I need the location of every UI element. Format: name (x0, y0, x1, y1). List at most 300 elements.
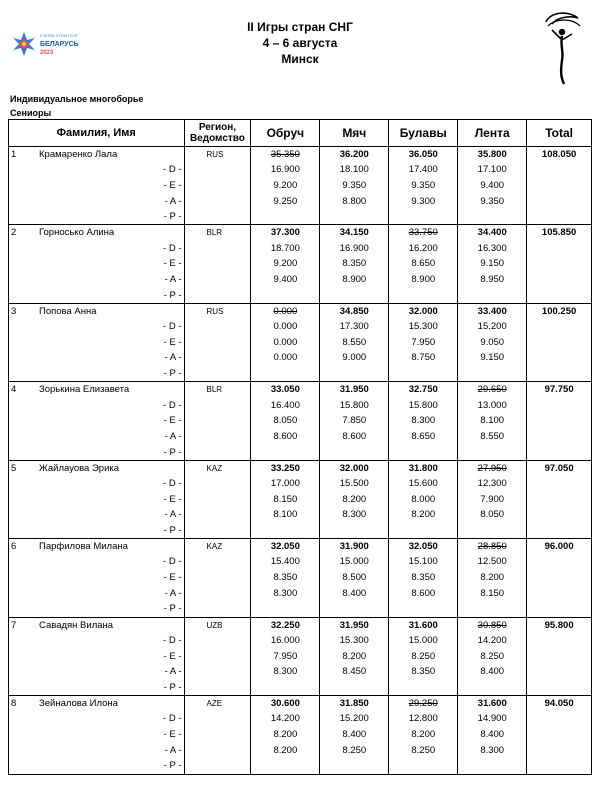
component-score: 8.450 (320, 664, 389, 680)
total-blank (527, 366, 592, 382)
component-label: - E - (9, 335, 185, 351)
component-label: - D - (9, 711, 185, 727)
component-score (389, 445, 458, 461)
total-blank (527, 398, 592, 414)
header-clubs: Булавы (389, 120, 458, 147)
category-label: Индивидуальное многоборье (10, 94, 144, 104)
athlete-name-cell (9, 147, 185, 163)
score-component-row (9, 664, 592, 680)
apparatus-score: 28.850 (458, 539, 527, 555)
apparatus-score: 31.950 (320, 382, 389, 398)
component-score: 7.900 (458, 492, 527, 508)
athlete-region: RUS (184, 303, 251, 319)
region-blank (184, 649, 251, 665)
component-score: 8.200 (320, 649, 389, 665)
total-blank (527, 445, 592, 461)
component-score: 16.400 (251, 398, 320, 414)
component-score: 8.250 (389, 649, 458, 665)
region-blank (184, 586, 251, 602)
region-blank (184, 272, 251, 288)
total-blank (527, 178, 592, 194)
score-component-row (9, 445, 592, 461)
component-score: 8.800 (320, 194, 389, 210)
component-score (389, 209, 458, 225)
component-score (320, 601, 389, 617)
subcategory-label: Сениоры (10, 108, 52, 118)
component-score: 18.700 (251, 241, 320, 257)
score-component-row (9, 633, 592, 649)
table-header-row (9, 120, 592, 147)
score-component-row (9, 209, 592, 225)
component-score (320, 758, 389, 774)
component-score: 8.100 (251, 507, 320, 523)
component-score: 15.000 (320, 554, 389, 570)
athlete-region: BLR (184, 382, 251, 398)
component-score: 15.200 (320, 711, 389, 727)
component-label: - E - (9, 256, 185, 272)
component-score: 15.600 (389, 476, 458, 492)
component-score: 8.000 (389, 492, 458, 508)
apparatus-score: 32.750 (389, 382, 458, 398)
score-component-row (9, 476, 592, 492)
apparatus-score: 34.400 (458, 225, 527, 241)
total-blank (527, 601, 592, 617)
component-score: 8.900 (389, 272, 458, 288)
component-score: 8.650 (389, 429, 458, 445)
score-component-row (9, 272, 592, 288)
region-blank (184, 664, 251, 680)
component-score (389, 758, 458, 774)
component-score: 17.300 (320, 319, 389, 335)
component-score: 17.000 (251, 476, 320, 492)
component-score (458, 680, 527, 696)
athlete-name-cell (9, 303, 185, 319)
component-score: 7.850 (320, 413, 389, 429)
component-score: 9.000 (320, 350, 389, 366)
athlete-name: Горносько Алина (39, 227, 115, 239)
header-ribbon: Лента (458, 120, 527, 147)
apparatus-score: 36.050 (389, 147, 458, 163)
component-score: 9.050 (458, 335, 527, 351)
component-score: 7.950 (251, 649, 320, 665)
component-score (389, 601, 458, 617)
athlete-name-cell (9, 539, 185, 555)
apparatus-score: 32.050 (389, 539, 458, 555)
apparatus-score: 32.050 (251, 539, 320, 555)
total-blank (527, 664, 592, 680)
athlete-name: Попова Анна (39, 305, 97, 317)
event-dates: 4 – 6 августа (262, 36, 338, 50)
header-hoop: Обруч (251, 120, 320, 147)
component-score: 9.200 (251, 256, 320, 272)
athlete-name: Зорькина Елизавета (39, 384, 130, 396)
total-blank (527, 413, 592, 429)
total-score: 108.050 (527, 147, 592, 163)
athlete-name: Крамаренко Лала (39, 149, 118, 160)
athlete-name-cell (9, 382, 185, 398)
component-score: 8.350 (389, 570, 458, 586)
score-component-row (9, 680, 592, 696)
region-blank (184, 398, 251, 414)
component-score: 8.950 (458, 272, 527, 288)
score-component-row (9, 711, 592, 727)
athlete-row (9, 382, 592, 398)
component-score (320, 445, 389, 461)
component-label: - E - (9, 570, 185, 586)
component-score: 9.150 (458, 256, 527, 272)
total-blank (527, 711, 592, 727)
total-blank (527, 758, 592, 774)
logo-line2: БЕЛАРУСЬ (40, 41, 79, 48)
total-score: 97.750 (527, 382, 592, 398)
total-blank (527, 335, 592, 351)
component-score (251, 209, 320, 225)
component-score: 15.800 (320, 398, 389, 414)
component-score: 8.050 (458, 507, 527, 523)
component-score (458, 445, 527, 461)
component-score: 15.400 (251, 554, 320, 570)
region-blank (184, 162, 251, 178)
component-label: - E - (9, 727, 185, 743)
region-blank (184, 445, 251, 461)
score-component-row (9, 366, 592, 382)
component-score: 8.200 (251, 727, 320, 743)
score-component-row (9, 194, 592, 210)
total-blank (527, 492, 592, 508)
score-component-row (9, 288, 592, 304)
component-score: 0.000 (251, 350, 320, 366)
athlete-region: RUS (184, 147, 251, 163)
component-score: 9.350 (389, 178, 458, 194)
athlete-rank: 6 (11, 541, 17, 553)
apparatus-score: 33.750 (389, 225, 458, 241)
component-score: 15.200 (458, 319, 527, 335)
component-score: 8.250 (458, 649, 527, 665)
page-header (0, 0, 600, 90)
component-label: - A - (9, 743, 185, 759)
component-label: - D - (9, 633, 185, 649)
athlete-name: Савадян Вилана (39, 619, 114, 631)
total-blank (527, 476, 592, 492)
component-score: 9.300 (389, 194, 458, 210)
athlete-region: KAZ (184, 539, 251, 555)
component-score: 12.500 (458, 554, 527, 570)
score-component-row (9, 570, 592, 586)
apparatus-score: 36.200 (320, 147, 389, 163)
total-blank (527, 633, 592, 649)
component-score (389, 366, 458, 382)
component-score: 16.200 (389, 241, 458, 257)
component-label: - P - (9, 758, 185, 774)
component-score: 8.300 (458, 743, 527, 759)
total-blank (527, 586, 592, 602)
score-component-row (9, 398, 592, 414)
score-component-row (9, 743, 592, 759)
event-city: Минск (281, 52, 319, 66)
component-score: 8.200 (389, 507, 458, 523)
athlete-region: UZB (184, 617, 251, 633)
component-score: 14.200 (251, 711, 320, 727)
apparatus-score: 33.400 (458, 303, 527, 319)
component-score (458, 523, 527, 539)
score-component-row (9, 554, 592, 570)
component-score (251, 523, 320, 539)
score-component-row (9, 241, 592, 257)
region-blank (184, 288, 251, 304)
component-label: - A - (9, 507, 185, 523)
score-component-row (9, 601, 592, 617)
gymnast-icon (538, 8, 584, 86)
region-blank (184, 178, 251, 194)
component-score (251, 601, 320, 617)
athlete-rank: 8 (11, 698, 17, 710)
total-score: 97.050 (527, 460, 592, 476)
score-component-row (9, 492, 592, 508)
component-score: 7.950 (389, 335, 458, 351)
component-score: 8.200 (458, 570, 527, 586)
header-total: Total (527, 120, 592, 147)
total-blank (527, 570, 592, 586)
total-score: 95.800 (527, 617, 592, 633)
component-score: 15.000 (389, 633, 458, 649)
athlete-row (9, 303, 592, 319)
component-score: 8.300 (251, 586, 320, 602)
athlete-rank: 1 (11, 149, 17, 160)
component-score: 8.050 (251, 413, 320, 429)
athlete-region: BLR (184, 225, 251, 241)
component-score: 9.350 (458, 194, 527, 210)
score-component-row (9, 429, 592, 445)
score-component-row (9, 727, 592, 743)
total-blank (527, 209, 592, 225)
region-blank (184, 350, 251, 366)
header-ball: Мяч (320, 120, 389, 147)
score-component-row (9, 350, 592, 366)
score-component-row (9, 256, 592, 272)
component-score: 14.200 (458, 633, 527, 649)
score-component-row (9, 586, 592, 602)
component-score: 8.500 (320, 570, 389, 586)
athlete-rank: 3 (11, 305, 17, 317)
component-label: - D - (9, 476, 185, 492)
component-label: - A - (9, 429, 185, 445)
component-score (458, 209, 527, 225)
component-score (389, 523, 458, 539)
component-score: 8.600 (320, 429, 389, 445)
component-score: 0.000 (251, 319, 320, 335)
athlete-region: KAZ (184, 460, 251, 476)
component-score: 9.250 (251, 194, 320, 210)
region-blank (184, 335, 251, 351)
component-label: - A - (9, 586, 185, 602)
component-score: 9.150 (458, 350, 527, 366)
athlete-name-cell (9, 225, 185, 241)
total-blank (527, 727, 592, 743)
component-score: 15.300 (320, 633, 389, 649)
total-blank (527, 194, 592, 210)
component-score: 8.350 (389, 664, 458, 680)
component-label: - A - (9, 664, 185, 680)
total-blank (527, 288, 592, 304)
component-score: 8.400 (320, 586, 389, 602)
total-blank (527, 350, 592, 366)
score-component-row (9, 507, 592, 523)
athlete-name: Зейналова Илона (39, 698, 118, 710)
component-score: 15.100 (389, 554, 458, 570)
component-score: 8.150 (251, 492, 320, 508)
region-blank (184, 523, 251, 539)
apparatus-score: 32.000 (320, 460, 389, 476)
apparatus-score: 33.050 (251, 382, 320, 398)
component-score: 8.400 (320, 727, 389, 743)
apparatus-score: 29.250 (389, 696, 458, 712)
component-score: 15.500 (320, 476, 389, 492)
region-blank (184, 601, 251, 617)
apparatus-score: 30.850 (458, 617, 527, 633)
athlete-row (9, 460, 592, 476)
apparatus-score: 34.850 (320, 303, 389, 319)
region-blank (184, 476, 251, 492)
component-score (251, 680, 320, 696)
component-score: 16.000 (251, 633, 320, 649)
component-score (320, 680, 389, 696)
component-score (389, 680, 458, 696)
component-score: 8.400 (458, 727, 527, 743)
region-blank (184, 680, 251, 696)
component-score (251, 288, 320, 304)
total-blank (527, 162, 592, 178)
component-score: 8.250 (389, 743, 458, 759)
region-blank (184, 209, 251, 225)
apparatus-score: 30.600 (251, 696, 320, 712)
component-label: - P - (9, 680, 185, 696)
score-component-row (9, 523, 592, 539)
logo-line3: 2023 (40, 50, 54, 56)
total-blank (527, 523, 592, 539)
component-label: - E - (9, 413, 185, 429)
apparatus-score: 29.650 (458, 382, 527, 398)
component-score: 8.650 (389, 256, 458, 272)
total-blank (527, 743, 592, 759)
component-label: - P - (9, 601, 185, 617)
apparatus-score: 31.600 (458, 696, 527, 712)
component-score: 16.300 (458, 241, 527, 257)
apparatus-score: 31.800 (389, 460, 458, 476)
athlete-row (9, 617, 592, 633)
component-score: 8.350 (251, 570, 320, 586)
component-score: 15.800 (389, 398, 458, 414)
apparatus-score: 35.350 (251, 147, 320, 163)
region-blank (184, 194, 251, 210)
total-blank (527, 272, 592, 288)
region-blank (184, 492, 251, 508)
logo-line1: II ИГРЫ СТРАН СНГ (40, 33, 78, 38)
component-label: - D - (9, 398, 185, 414)
component-score: 8.150 (458, 586, 527, 602)
component-score: 8.300 (389, 413, 458, 429)
component-label: - E - (9, 492, 185, 508)
component-score (251, 366, 320, 382)
component-score: 12.800 (389, 711, 458, 727)
component-score (458, 288, 527, 304)
apparatus-score: 31.900 (320, 539, 389, 555)
total-blank (527, 649, 592, 665)
component-score: 8.200 (320, 492, 389, 508)
component-label: - A - (9, 350, 185, 366)
component-score: 14.900 (458, 711, 527, 727)
component-score (389, 288, 458, 304)
component-score: 15.300 (389, 319, 458, 335)
total-score: 105.850 (527, 225, 592, 241)
apparatus-score: 31.600 (389, 617, 458, 633)
total-score: 100.250 (527, 303, 592, 319)
apparatus-score: 32.250 (251, 617, 320, 633)
total-score: 96.000 (527, 539, 592, 555)
component-score: 16.900 (320, 241, 389, 257)
component-score (320, 209, 389, 225)
component-score: 8.100 (458, 413, 527, 429)
component-score (251, 758, 320, 774)
region-blank (184, 758, 251, 774)
apparatus-score: 35.800 (458, 147, 527, 163)
component-score: 13.000 (458, 398, 527, 414)
header-region: Регион, Ведомство (184, 120, 251, 147)
component-score (458, 366, 527, 382)
athlete-rank: 4 (11, 384, 17, 396)
component-score (320, 523, 389, 539)
total-blank (527, 680, 592, 696)
athlete-name-cell (9, 460, 185, 476)
region-blank (184, 554, 251, 570)
apparatus-score: 31.950 (320, 617, 389, 633)
component-label: - P - (9, 366, 185, 382)
athlete-name-cell (9, 696, 185, 712)
total-blank (527, 241, 592, 257)
component-score: 9.400 (458, 178, 527, 194)
header-name: Фамилия, Имя (9, 120, 185, 147)
component-score (251, 445, 320, 461)
component-label: - D - (9, 241, 185, 257)
component-score: 8.200 (389, 727, 458, 743)
score-component-row (9, 178, 592, 194)
athlete-name: Парфилова Милана (39, 541, 128, 553)
component-score: 8.400 (458, 664, 527, 680)
apparatus-score: 37.300 (251, 225, 320, 241)
region-blank (184, 633, 251, 649)
total-score: 94.050 (527, 696, 592, 712)
component-score (458, 601, 527, 617)
region-blank (184, 256, 251, 272)
component-score (320, 288, 389, 304)
component-label: - A - (9, 272, 185, 288)
region-blank (184, 366, 251, 382)
component-score: 8.200 (251, 743, 320, 759)
score-component-row (9, 319, 592, 335)
component-score: 8.300 (320, 507, 389, 523)
component-score: 8.600 (389, 586, 458, 602)
score-component-row (9, 162, 592, 178)
apparatus-score: 27.950 (458, 460, 527, 476)
component-score: 18.100 (320, 162, 389, 178)
component-score: 8.900 (320, 272, 389, 288)
component-score: 9.350 (320, 178, 389, 194)
component-label: - D - (9, 162, 185, 178)
apparatus-score: 0.000 (251, 303, 320, 319)
athlete-name: Жайлауова Эрика (39, 462, 120, 474)
component-label: - D - (9, 319, 185, 335)
component-label: - P - (9, 209, 185, 225)
athlete-rank: 7 (11, 619, 17, 631)
